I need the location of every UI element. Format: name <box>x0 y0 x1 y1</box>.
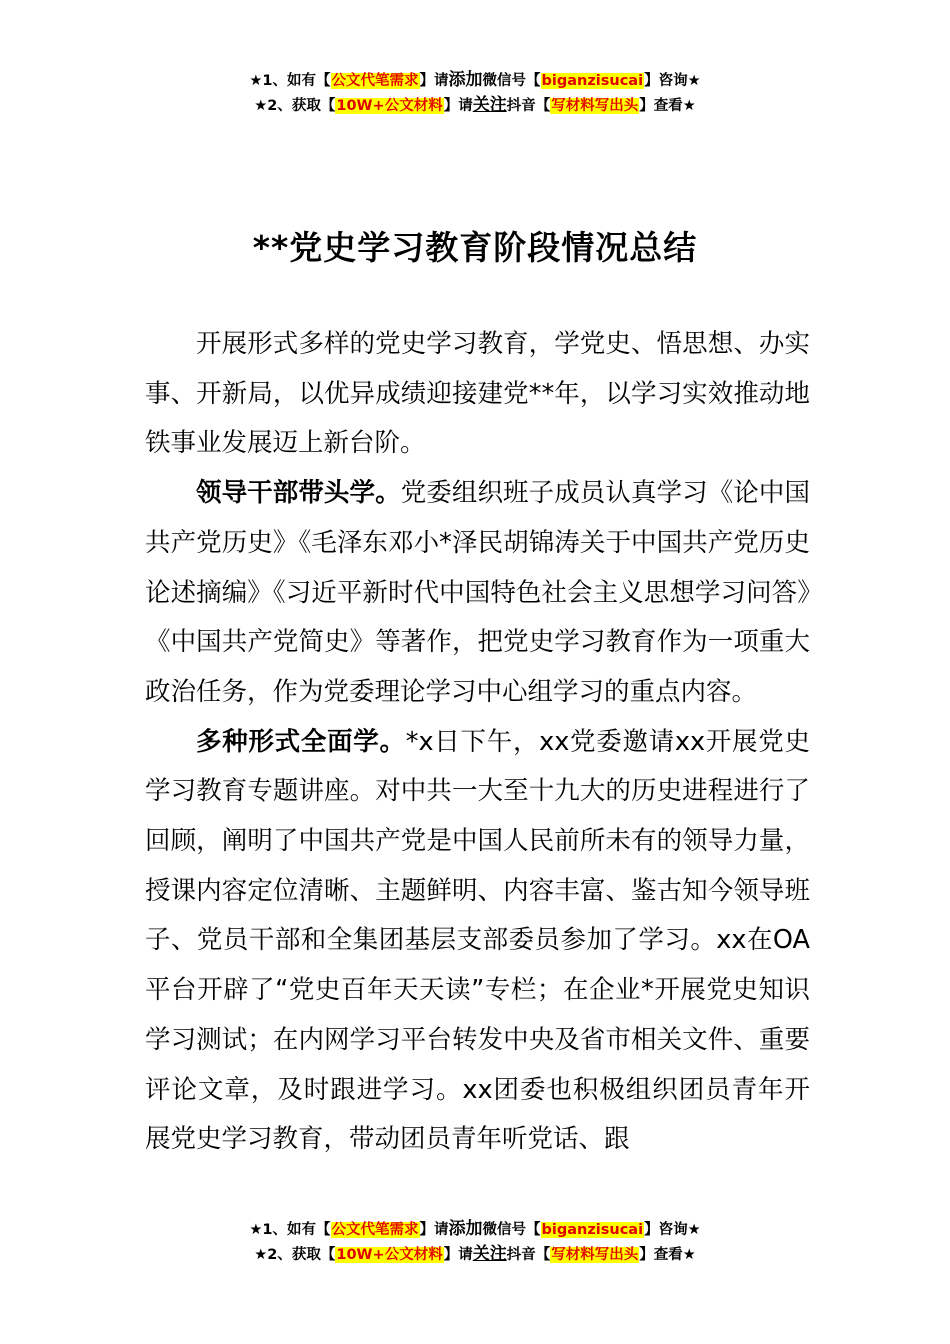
promo-text: 】咨询★ <box>644 73 701 89</box>
promo-header <box>0 68 950 118</box>
promo-text: 】请 <box>443 98 473 114</box>
paragraph-lead: 领导干部带头学。 <box>196 478 401 509</box>
promo-highlight: 写材料写出头 <box>551 98 639 114</box>
paragraph-text: *x日下午，xx党委邀请xx开展党史学习教育专题讲座。对中共一大至十九大的历史进程进行了回顾，阐明了中国共产党是中国人民前所未有的领导力量，授课内容定位清晰、主题鲜明、内容丰富、鉴古知今领导班子、党员干部和全集团基层支部委员参加了学习。xx在OA平台开辟了“党史百年天天读”专栏；在企业*开展党史知识学习测试；在内网学习平台转发中央及省市相关文件、重要评论文章，及时跟进学习。xx团委也积极组织团员青年开展党史学习教育，带动团员青年听党话、跟 <box>145 726 810 1155</box>
promo-emphasis: 添加 <box>448 70 483 90</box>
promo-text: 】咨询★ <box>644 1222 701 1238</box>
document-title: **党史学习教育阶段情况总结 <box>252 228 698 267</box>
promo-text: 】查看★ <box>639 98 696 114</box>
promo-line-1 <box>0 68 950 93</box>
promo-highlight: 10W+公文材料 <box>336 1247 443 1263</box>
promo-highlight: biganzisucai <box>541 1222 644 1238</box>
promo-emphasis: 添加 <box>448 1219 483 1239</box>
paragraph-leaders-study <box>145 469 810 718</box>
promo-line-2 <box>0 1242 950 1267</box>
promo-highlight: 写材料写出头 <box>551 1247 639 1263</box>
paragraph-lead: 多种形式全面学。 <box>196 726 406 757</box>
promo-text: 微信号【 <box>482 73 541 89</box>
promo-emphasis: 关注 <box>472 1244 507 1264</box>
promo-text: 】请 <box>419 73 449 89</box>
promo-text: ★1、如有【 <box>249 73 331 89</box>
promo-text: 微信号【 <box>482 1222 541 1238</box>
promo-text: ★2、获取【 <box>254 98 336 114</box>
promo-line-2 <box>0 93 950 118</box>
promo-text: ★1、如有【 <box>249 1222 331 1238</box>
promo-highlight: 公文代笔需求 <box>331 73 419 89</box>
promo-highlight: biganzisucai <box>541 73 644 89</box>
paragraph-intro <box>145 320 810 469</box>
promo-emphasis: 关注 <box>472 95 507 115</box>
paragraph-text: 党委组织班子成员认真学习《论中国共产党历史》《毛泽东邓小*泽民胡锦涛关于中国共产党历史论述摘编》《习近平新时代中国特色社会主义思想学习问答》《中国共产党简史》等著作，把党史学习教育作为一项重大政治任务，作为党委理论学习中心组学习的重点内容。 <box>145 478 810 707</box>
promo-text: ★2、获取【 <box>254 1247 336 1263</box>
promo-highlight: 公文代笔需求 <box>331 1222 419 1238</box>
promo-highlight: 10W+公文材料 <box>336 98 443 114</box>
paragraph-text: 开展形式多样的党史学习教育，学党史、悟思想、办实事、开新局，以优异成绩迎接建党**年，以学习实效推动地铁事业发展迈上新台阶。 <box>145 329 810 459</box>
promo-footer <box>0 1217 950 1267</box>
promo-line-1 <box>0 1217 950 1242</box>
promo-text: 】请 <box>419 1222 449 1238</box>
promo-text: 】请 <box>443 1247 473 1263</box>
promo-text: 抖音【 <box>506 98 551 114</box>
promo-text: 抖音【 <box>506 1247 551 1263</box>
document-body <box>145 320 810 1165</box>
promo-text: 】查看★ <box>639 1247 696 1263</box>
paragraph-multiple-forms <box>145 718 810 1165</box>
